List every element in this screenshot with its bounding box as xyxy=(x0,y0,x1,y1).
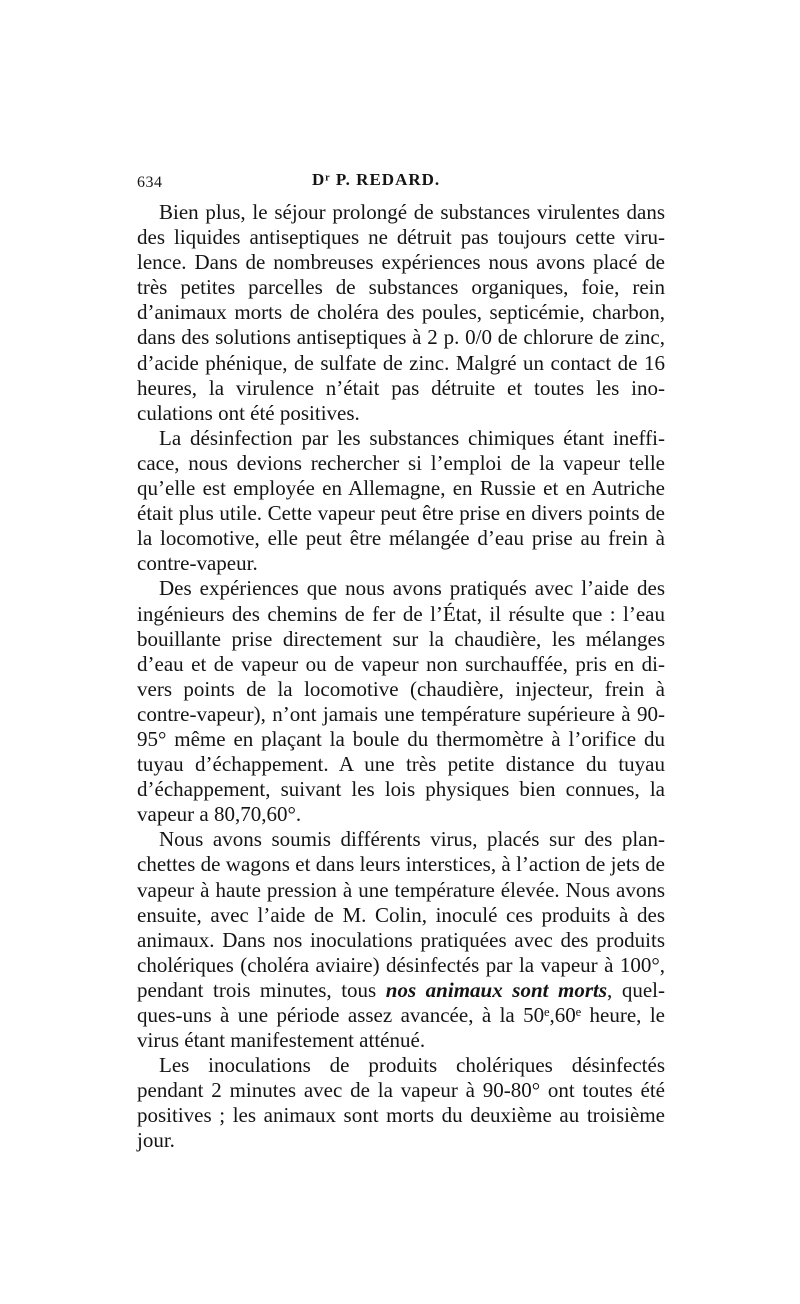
page-number: 634 xyxy=(137,174,163,191)
running-head xyxy=(137,170,665,194)
paragraph: Les inoculations de produits cholériques désinfectés pendant 2 minutes avec de la vapeur à 90-80° ont toutes été positives ; les animaux sont morts du deuxième au troisième jour. xyxy=(137,1053,665,1153)
paragraph-text: , quelques-uns à une période assez avancée, à la 50ᵉ,60ᵉ heure, le virus étant manifestement atténué. xyxy=(137,977,665,1053)
paragraph: La désinfection par les substances chimiques étant inefficace, nous devions rechercher si l’emploi de la vapeur telle qu’elle est employée en Allemagne, en Russie et en Autriche était plus utile. Cette vapeur peut être prise en divers points de la locomotive, elle peut être mélangée d’eau prise au frein à contre-vapeur. xyxy=(137,425,665,576)
paragraph: Bien plus, le séjour prolongé de substances virulentes dans des liquides antiseptiques ne détruit pas toujours cette virulence. Dans de nombreuses expériences nous avons placé de très petites parcelles de substances organiques, foie, rein d’animaux morts de choléra des poules, septicémie, charbon, dans des solutions antiseptiques à 2 p. 0/0 de chlorure de zinc, d’acide phénique, de sulfate de zinc. Malgré un contact de 16 heures, la virulence n’était pas détruite et toutes les inoculations ont été positives. xyxy=(137,200,665,425)
running-head-author: Dʳ P. REDARD. xyxy=(312,170,441,189)
paragraph-text: Nous avons soumis différents virus, placés sur des planchettes de wagons et dans leurs interstices, à l’action de jets de vapeur à haute pression à une température élevée. Nous avons ensuite, avec l’aide de M. Colin, inoculé ces produits à des animaux. Dans nos inoculations pratiquées avec des produits cholériques (choléra aviaire) désinfectés par la vapeur à 100°, pendant trois minutes, tous xyxy=(137,827,665,1002)
paragraph: Des expériences que nous avons pratiqués avec l’aide des ingénieurs des chemins de fer de l’État, il résulte que : l’eau bouillante prise directement sur la chaudière, les mélanges d’eau et de vapeur ou de vapeur non surchauffée, pris en divers points de la locomotive (chaudière, injecteur, frein à contre-vapeur), n’ont jamais une température supérieure à 90-95° même en plaçant la boule du thermomètre à l’orifice du tuyau d’échappement. A une très petite distance du tuyau d’échappement, suivant les lois physiques bien connues, la vapeur a 80,70,60°. xyxy=(137,576,665,827)
body-text xyxy=(137,200,665,1154)
emphasized-phrase: nos animaux sont morts xyxy=(385,977,608,1002)
paragraph xyxy=(137,827,665,1053)
